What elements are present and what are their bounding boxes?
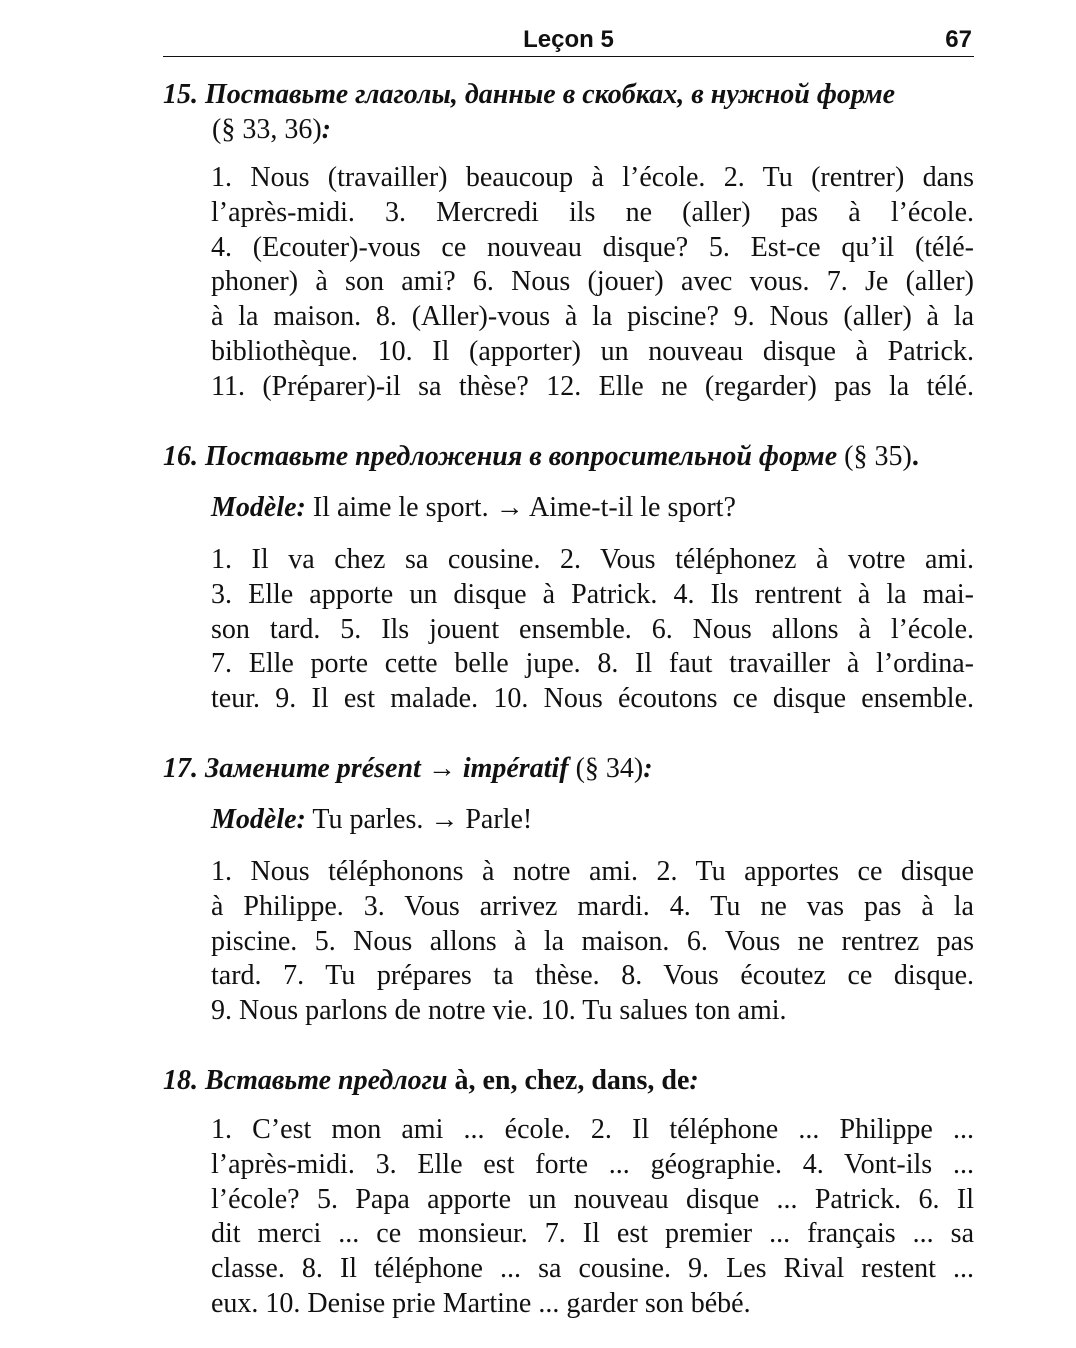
text-line: à la maison. 8. (Aller)-vous à la piscine? 9. Nous (aller) à la [211,301,974,333]
text-line: tard. 7. Tu prépares ta thèse. 8. Vous écoutez ce disque. [211,960,974,992]
text-line: bibliothèque. 10. Il (apporter) un nouveau disque à Patrick. [211,335,974,367]
preposition-list: à, en, chez, dans, de [454,1065,690,1096]
exercise-number: 16. [163,441,198,472]
exercise-instruction: Поставьте глаголы, данные в скобках, в нужной форме [205,79,896,110]
heading-punctuation: : [321,114,331,145]
text-line: 11. (Préparer)-il sa thèse? 12. Elle ne (regarder) pas la télé. [211,370,974,402]
exercise-number: 15. [163,79,198,110]
exercise-17-heading [163,751,974,786]
text-line: 9. Nous parlons de notre vie. 10. Tu salues ton ami. [211,995,787,1027]
heading-punctuation: . [911,441,919,472]
text-line: à Philippe. 3. Vous arrivez mardi. 4. Tu ne vas pas à la [211,890,974,922]
heading-punctuation: : [689,1065,699,1096]
text-line: classe. 8. Il téléphone ... sa cousine. 9. Les Rival restent ... [211,1253,974,1285]
text-line: 1. Il va chez sa cousine. 2. Vous téléphonez à votre ami. [211,544,974,575]
text-line: 1. Nous (travailler) beaucoup à l’école. 2. Tu (rentrer) dans [211,162,974,193]
text-line: l’après-midi. 3. Elle est forte ... géographie. 4. Vont-ils ... [211,1148,974,1180]
exercise-16-body [211,543,974,717]
exercise-16-model [211,490,974,525]
exercise-15-body [211,161,974,405]
model-text: Tu parles. → Parle! [312,804,533,835]
page-number: 67 [945,26,972,53]
exercise-18-body [211,1113,974,1322]
exercise-18-heading [163,1063,974,1098]
text-line: piscine. 5. Nous allons à la maison. 6. Vous ne rentrez pas [211,925,974,957]
exercise-number: 18. [163,1065,198,1096]
text-line: 4. (Ecouter)-vous ce nouveau disque? 5. Est-ce qu’il (télé- [211,231,974,263]
exercise-17-model [211,802,974,837]
model-label: Modèle: [211,492,306,523]
text-line: teur. 9. Il est malade. 10. Nous écoutons ce disque ensemble. [211,683,974,715]
exercise-instruction: Замените présent [205,753,421,784]
exercise-instruction-target: impératif [462,753,569,784]
exercise-16-heading [163,439,974,474]
heading-punctuation: : [643,753,653,784]
text-line: 3. Elle apporte un disque à Patrick. 4. Ils rentrent à la mai- [211,578,974,610]
text-line: l’école? 5. Papa apporte un nouveau disque ... Patrick. 6. Il [211,1183,974,1215]
text-line: phoner) à son ami? 6. Nous (jouer) avec vous. 7. Je (aller) [211,266,974,298]
exercise-instruction: Поставьте предложения в вопросительной форме [205,441,838,472]
model-text: Il aime le sport. → Aime-t-il le sport? [312,492,736,523]
exercise-15-heading [163,77,974,147]
text-line: l’après-midi. 3. Mercredi ils ne (aller) pas à l’école. [211,196,974,228]
arrow-icon: → [427,753,456,784]
section-reference: (§ 34) [575,753,644,784]
text-line: dit merci ... ce monsieur. 7. Il est premier ... français ... sa [211,1218,974,1250]
text-line: 1. Nous téléphonons à notre ami. 2. Tu apportes ce disque [211,856,974,887]
exercise-17-body [211,855,974,1029]
text-line: eux. 10. Denise prie Martine ... garder son bébé. [211,1287,751,1319]
section-reference: (§ 33, 36) [212,114,322,145]
exercise-number: 17. [163,753,198,784]
text-line: 7. Elle porte cette belle jupe. 8. Il faut travailler à l’ordina- [211,648,974,680]
running-title: Leçon 5 [523,26,614,53]
model-label: Modèle: [211,804,306,835]
section-reference: (§ 35) [844,441,912,472]
text-line: son tard. 5. Ils jouent ensemble. 6. Nous allons à l’école. [211,613,974,645]
exercise-instruction: Вставьте предлоги [205,1065,448,1096]
running-header [163,24,974,57]
text-line: 1. C’est mon ami ... école. 2. Il téléphone ... Philippe ... [211,1114,974,1145]
